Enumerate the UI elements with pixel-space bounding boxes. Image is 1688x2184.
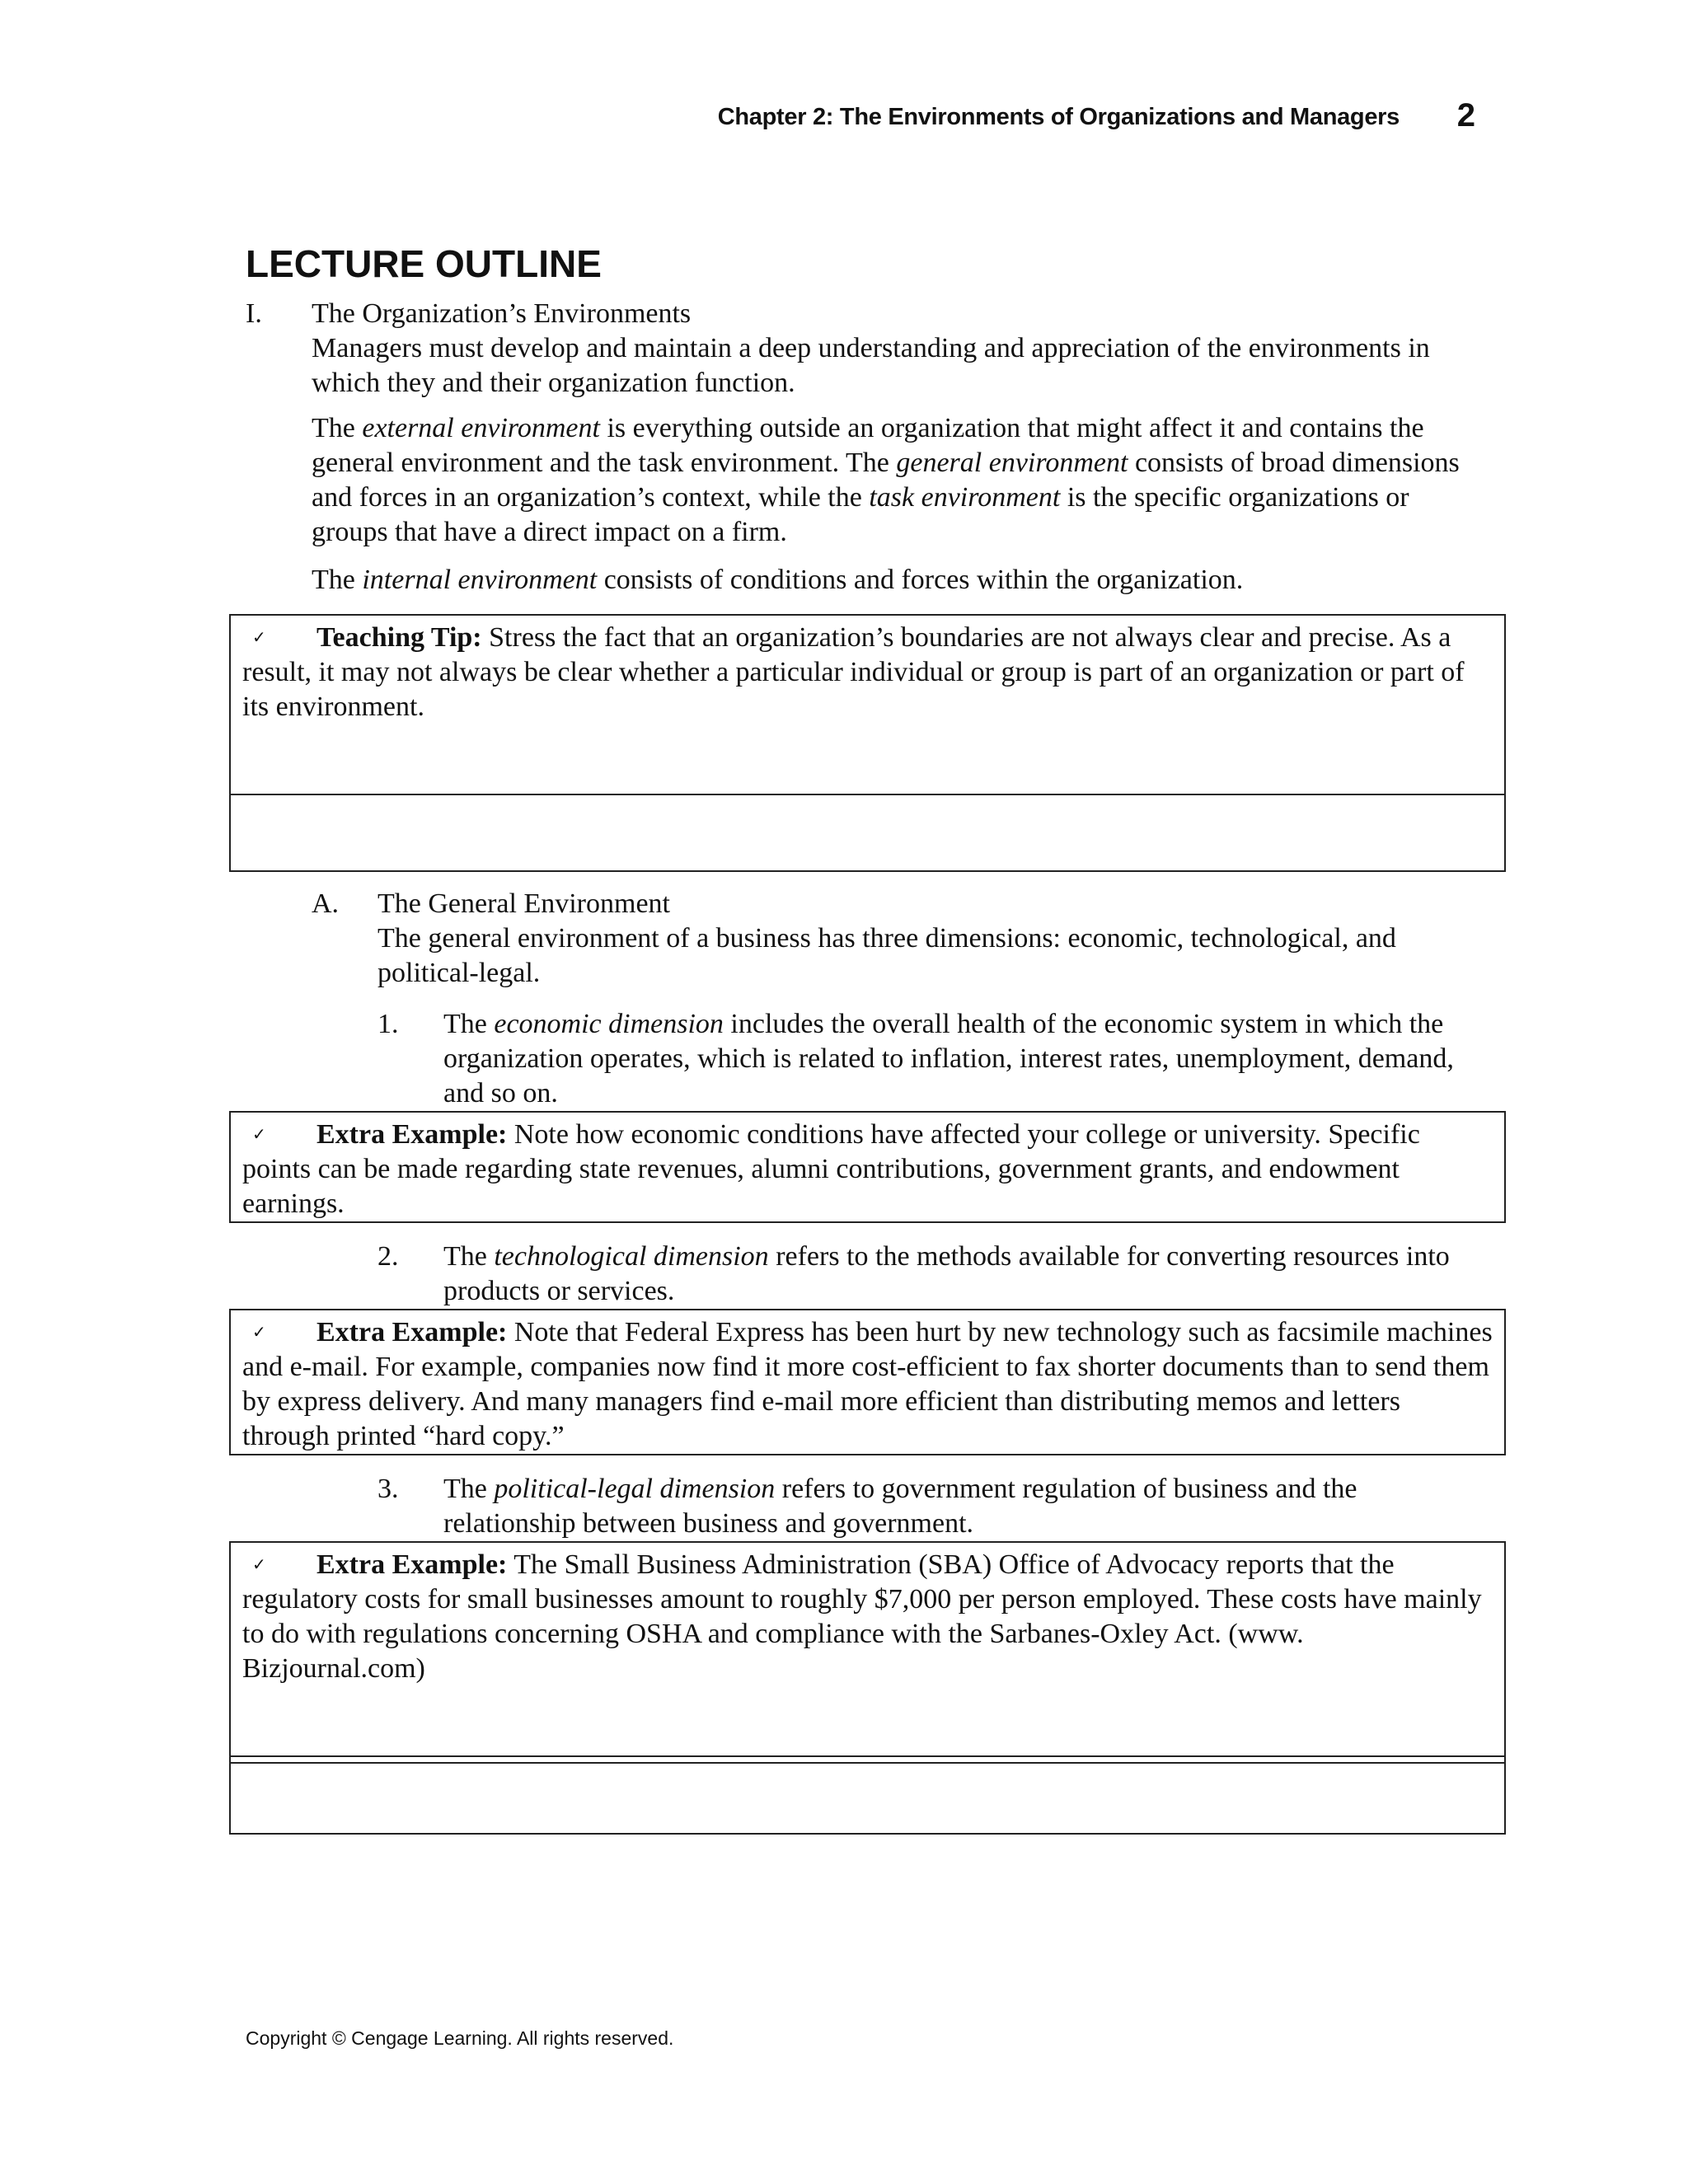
section-1-para-2: The external environment is everything outside an organization that might affect it and contains the general environment and the task environment. The general environment consists of broad dimensions and forces in an organization’s context, while the task environment is the specific organizations or groups that have a direct impact on a firm. bbox=[312, 413, 1460, 547]
item-2-number: 2. bbox=[377, 1241, 399, 1272]
teaching-tip-text: ✓ Teaching Tip: Stress the fact that an organization’s boundaries are not always clear and precise. As a result, it may not always be clear whether a particular individual or group is part of an organization or part of its environment. bbox=[242, 622, 1465, 722]
item-2-text: The technological dimension refers to the methods available for converting resources into products or services. bbox=[443, 1241, 1450, 1306]
section-1-heading: The Organization’s Environments bbox=[312, 298, 692, 329]
page-number: 2 bbox=[1456, 97, 1475, 134]
section-1-para-1: Managers must develop and maintain a deep understanding and appreciation of the environments in which they and their organization function. bbox=[312, 333, 1430, 398]
extra-example-box-2 bbox=[229, 1309, 1506, 1455]
item-3-number: 3. bbox=[377, 1474, 399, 1504]
chapter-title: Chapter 2: The Environments of Organizations and Managers bbox=[717, 104, 1400, 130]
box-divider bbox=[231, 1755, 1504, 1757]
lecture-outline-title: LECTURE OUTLINE bbox=[246, 242, 602, 285]
box-divider bbox=[231, 794, 1504, 795]
item-3-text: The political-legal dimension refers to government regulation of business and the relationship between business and government. bbox=[443, 1474, 1357, 1539]
extra-example-box-3 bbox=[229, 1541, 1506, 1835]
check-mark-icon: ✓ bbox=[252, 1556, 266, 1574]
extra-example-label: Extra Example: bbox=[316, 1549, 508, 1580]
section-1-para-3: The internal environment consists of conditions and forces within the organization. bbox=[312, 565, 1244, 595]
extra-example-3-text: ✓ Extra Example: The Small Business Administration (SBA) Office of Advocacy reports that the regulatory costs for small businesses amount to roughly $7,000 per person employed. These costs have mainly to do with regulations concerning OSHA and compliance with the Sarbanes-Oxley Act. (www. Bizjournal.com) bbox=[242, 1549, 1482, 1684]
section-1-numeral: I. bbox=[246, 298, 262, 329]
extra-example-label: Extra Example: bbox=[316, 1317, 508, 1347]
extra-example-1-text: ✓ Extra Example: Note how economic conditions have affected your college or university. Specific points can be made regarding state revenues, alumni contributions, government grants, and endowment earnings. bbox=[242, 1119, 1420, 1219]
item-1-number: 1. bbox=[377, 1009, 399, 1039]
check-mark-icon: ✓ bbox=[252, 629, 266, 647]
teaching-tip-label: Teaching Tip: bbox=[316, 622, 482, 653]
section-a-letter: A. bbox=[312, 888, 340, 919]
item-1-text: The economic dimension includes the overall health of the economic system in which the organization operates, which is related to inflation, interest rates, unemployment, demand, and so on. bbox=[443, 1009, 1454, 1108]
box-divider bbox=[231, 1762, 1504, 1764]
teaching-tip-box bbox=[229, 614, 1506, 872]
check-mark-icon: ✓ bbox=[252, 1126, 266, 1144]
check-mark-icon: ✓ bbox=[252, 1324, 266, 1342]
section-a-heading: The General Environment bbox=[377, 888, 670, 919]
extra-example-label: Extra Example: bbox=[316, 1119, 508, 1150]
section-a-para: The general environment of a business has three dimensions: economic, technological, and political-legal. bbox=[377, 923, 1396, 988]
extra-example-box-1 bbox=[229, 1111, 1506, 1223]
extra-example-2-text: ✓ Extra Example: Note that Federal Express has been hurt by new technology such as facsimile machines and e-mail. For example, companies now find it more cost-efficient to fax shorter documents than to send them by express delivery. And many managers find e-mail more efficient than distributing memos and letters through printed “hard copy.” bbox=[242, 1317, 1493, 1451]
running-head bbox=[0, 97, 1688, 138]
copyright-footer: Copyright © Cengage Learning. All rights reserved. bbox=[246, 2027, 674, 2049]
